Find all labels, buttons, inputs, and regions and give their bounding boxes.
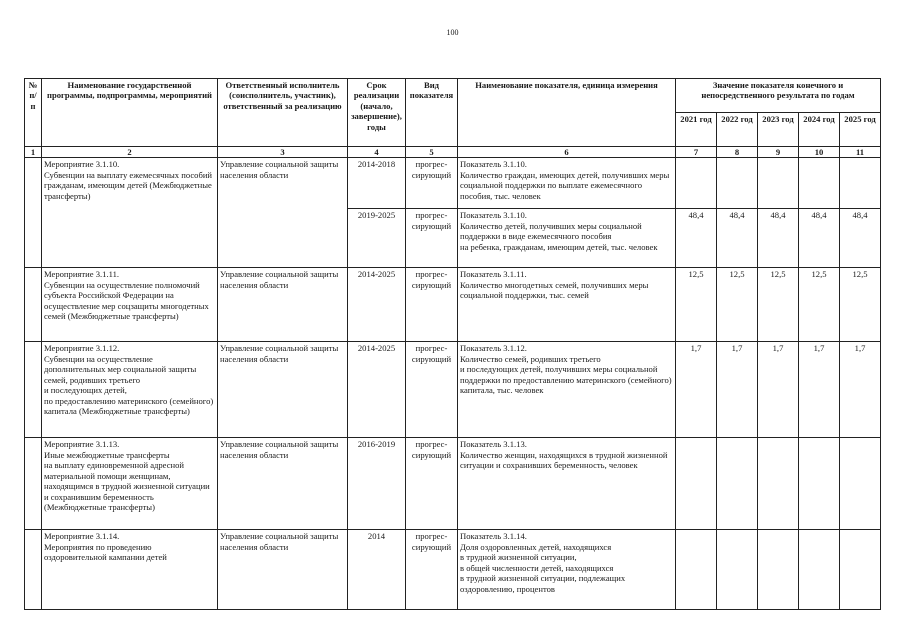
header-year: 2021 год [676, 113, 717, 147]
header-year: 2022 год [717, 113, 758, 147]
row-num [25, 158, 42, 268]
indicator-type: прогрес- сирующий [406, 342, 458, 438]
value-2022 [717, 530, 758, 610]
value-2022 [717, 158, 758, 209]
value-2024 [799, 530, 840, 610]
header-executor: Ответственный исполнитель (соисполнитель, участник), ответственный за реализацию [218, 79, 348, 147]
value-2024: 12,5 [799, 268, 840, 342]
value-2024 [799, 158, 840, 209]
header-type: Вид показателя [406, 79, 458, 147]
column-number: 7 [676, 147, 717, 158]
table-row [25, 438, 881, 530]
indicator-name: Показатель 3.1.14. Доля оздоровленных детей, находящихся в трудной жизненной ситуации, в общей численности детей, находящихся в трудной жизненной ситуации, подлежащих оздоровлению, процентов [458, 530, 676, 610]
header-num: № п/п [25, 79, 42, 147]
measure-executor: Управление социальной защиты населения области [218, 268, 348, 342]
value-2025: 48,4 [840, 209, 881, 268]
measure-term: 2016-2019 [348, 438, 406, 530]
value-2022: 48,4 [717, 209, 758, 268]
measure-name: Мероприятие 3.1.14. Мероприятия по проведению оздоровительной кампании детей [42, 530, 218, 610]
value-2023: 1,7 [758, 342, 799, 438]
value-2022 [717, 438, 758, 530]
header-indicator: Наименование показателя, единица измерения [458, 79, 676, 147]
column-numbers-row [25, 147, 881, 158]
measure-name: Мероприятие 3.1.12. Субвенции на осуществление дополнительных мер социальной защиты семей, родивших третьего и последующих детей, по предоставлению материнского (семейного) капитала (Межбюджетные трансферты) [42, 342, 218, 438]
value-2021 [676, 158, 717, 209]
value-2025 [840, 438, 881, 530]
column-number: 3 [218, 147, 348, 158]
table-row [25, 530, 881, 610]
page-number: 100 [446, 28, 459, 37]
column-number: 8 [717, 147, 758, 158]
indicator-type: прогрес- сирующий [406, 158, 458, 209]
column-number: 1 [25, 147, 42, 158]
header-term: Срок реализации (начало, завершение), годы [348, 79, 406, 147]
column-number: 4 [348, 147, 406, 158]
value-2023: 12,5 [758, 268, 799, 342]
value-2022: 12,5 [717, 268, 758, 342]
measure-executor: Управление социальной защиты населения области [218, 342, 348, 438]
value-2021: 12,5 [676, 268, 717, 342]
value-2025: 1,7 [840, 342, 881, 438]
measure-term: 2014-2018 [348, 158, 406, 209]
indicator-name: Показатель 3.1.13. Количество женщин, находящихся в трудной жизненной ситуации и сохранивших беременность, человек [458, 438, 676, 530]
header-values-group: Значение показателя конечного и непосредственного результата по годам [676, 79, 881, 113]
indicator-type: прогрес- сирующий [406, 530, 458, 610]
row-num [25, 438, 42, 530]
indicator-name: Показатель 3.1.11. Количество многодетных семей, получивших меры социальной поддержки, тыс. семей [458, 268, 676, 342]
measure-term: 2014 [348, 530, 406, 610]
indicator-name: Показатель 3.1.12. Количество семей, родивших третьего и последующих детей, получивших меры социальной поддержки по предоставлению материнского (семейного) капитала, тыс. человек [458, 342, 676, 438]
header-year: 2025 год [840, 113, 881, 147]
measure-name: Мероприятие 3.1.13. Иные межбюджетные трансферты на выплату единовременной адресной материальной помощи женщинам, находящимся в трудной жизненной ситуации и сохранившим беременность (Межбюджетные трансферты) [42, 438, 218, 530]
value-2023: 48,4 [758, 209, 799, 268]
row-num [25, 530, 42, 610]
measure-name: Мероприятие 3.1.10. Субвенции на выплату ежемесячных пособий гражданам, имеющим детей (Межбюджетные трансферты) [42, 158, 218, 268]
value-2021: 48,4 [676, 209, 717, 268]
table-row [25, 268, 881, 342]
program-indicators-table [24, 78, 881, 610]
table-row [25, 158, 881, 209]
measure-term: 2014-2025 [348, 342, 406, 438]
measure-executor: Управление социальной защиты населения области [218, 530, 348, 610]
measure-term: 2014-2025 [348, 268, 406, 342]
value-2022: 1,7 [717, 342, 758, 438]
column-number: 2 [42, 147, 218, 158]
value-2021 [676, 530, 717, 610]
value-2021: 1,7 [676, 342, 717, 438]
indicator-type: прогрес- сирующий [406, 209, 458, 268]
value-2023 [758, 158, 799, 209]
value-2025: 12,5 [840, 268, 881, 342]
value-2024: 48,4 [799, 209, 840, 268]
indicator-type: прогрес- сирующий [406, 268, 458, 342]
measure-executor: Управление социальной защиты населения области [218, 158, 348, 268]
value-2023 [758, 438, 799, 530]
value-2024: 1,7 [799, 342, 840, 438]
value-2025 [840, 158, 881, 209]
value-2023 [758, 530, 799, 610]
table-row [25, 342, 881, 438]
header-year: 2023 год [758, 113, 799, 147]
column-number: 10 [799, 147, 840, 158]
value-2025 [840, 530, 881, 610]
measure-term: 2019-2025 [348, 209, 406, 268]
measure-executor: Управление социальной защиты населения области [218, 438, 348, 530]
indicator-name: Показатель 3.1.10. Количество детей, получивших меры социальной поддержки в виде ежемесячного пособия на ребенка, гражданам, имеющим детей, тыс. человек [458, 209, 676, 268]
value-2024 [799, 438, 840, 530]
measure-name: Мероприятие 3.1.11. Субвенции на осуществление полномочий субъекта Российской Федерации на осуществление мер соцзащиты многодетных семей (Межбюджетные трансферты) [42, 268, 218, 342]
value-2021 [676, 438, 717, 530]
indicator-name: Показатель 3.1.10. Количество граждан, имеющих детей, получивших меры социальной поддержки по выплате ежемесячного пособия, тыс. человек [458, 158, 676, 209]
column-number: 6 [458, 147, 676, 158]
header-name: Наименование государственной программы, подпрограммы, мероприятий [42, 79, 218, 147]
column-number: 9 [758, 147, 799, 158]
row-num [25, 342, 42, 438]
column-number: 11 [840, 147, 881, 158]
indicator-type: прогрес- сирующий [406, 438, 458, 530]
column-number: 5 [406, 147, 458, 158]
row-num [25, 268, 42, 342]
header-year: 2024 год [799, 113, 840, 147]
